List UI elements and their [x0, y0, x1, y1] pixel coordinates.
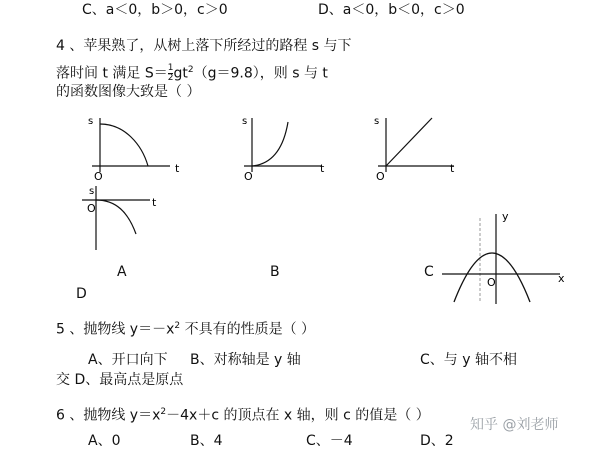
- q6-option-d: D、2: [420, 433, 454, 449]
- graph-c-svg: [368, 110, 478, 185]
- graph-parabola: [440, 210, 570, 308]
- q6-stem: [56, 404, 430, 424]
- graph-d-s-label: s: [89, 186, 95, 197]
- q6-option-a: A、0: [88, 433, 121, 449]
- q4-line2-prefix: 落时间 t 满足 S＝: [56, 65, 168, 82]
- q6-stem-suffix: －4x＋c 的顶点在 x 轴，则 c 的值是（ ）: [166, 407, 430, 424]
- q4-line1: 4 、苹果熟了，从树上落下所经过的路程 s 与下: [56, 38, 352, 54]
- graph-c: [368, 110, 478, 185]
- q5-stem: [56, 318, 315, 338]
- frac-den: 2: [167, 73, 174, 84]
- q5-line2: 交 D、最高点是原点: [56, 372, 184, 388]
- parabola-x-label: x: [558, 272, 565, 285]
- q6-option-b: B、4: [190, 433, 223, 449]
- option-b-label: B: [270, 264, 280, 280]
- q5-stem-sup: 2: [174, 321, 181, 331]
- graph-d-o-label: O: [87, 202, 96, 215]
- q5-option-a: A、开口向下: [88, 352, 168, 368]
- graph-d-t-label: t: [152, 196, 157, 209]
- option-c-prev: C、a＜0，b＞0，c＞0: [82, 2, 228, 18]
- q4-line3: 的函数图像大致是（ ）: [56, 84, 201, 100]
- q4-sup: 2: [187, 65, 194, 75]
- graph-a: [80, 110, 190, 185]
- graph-a-svg: [80, 110, 190, 185]
- parabola-y-label: y: [502, 210, 509, 223]
- q4-line2-mid: gt: [173, 65, 188, 82]
- q4-line2-suffix: （g＝9.8），则 s 与 t: [193, 65, 328, 82]
- q6-stem-sup: 2: [160, 407, 167, 417]
- graph-c-o-label: O: [376, 170, 385, 183]
- q5-stem-prefix: 5 、抛物线 y＝－x: [56, 321, 175, 338]
- graph-b-s-label: s: [242, 116, 248, 127]
- option-d-prev: D、a＜0，b＜0，c＞0: [318, 2, 465, 18]
- graph-c-s-label: s: [374, 116, 380, 127]
- q5-option-b: B、对称轴是 y 轴: [190, 352, 301, 368]
- graph-b-svg: [232, 110, 342, 185]
- watermark: 知乎 @刘老师: [470, 417, 559, 433]
- option-c-label: C: [424, 264, 434, 280]
- q5-stem-suffix: 不具有的性质是（ ）: [180, 321, 316, 338]
- q5-option-c: C、与 y 轴不相: [420, 352, 517, 368]
- graph-b: [232, 110, 342, 185]
- graph-c-t-label: t: [450, 162, 455, 175]
- graph-parabola-svg: [440, 210, 570, 308]
- option-a-label: A: [117, 264, 127, 280]
- parabola-o-label: O: [487, 276, 496, 289]
- graph-d-svg: [78, 182, 178, 252]
- graph-d: [78, 182, 178, 252]
- graph-b-o-label: O: [244, 170, 253, 183]
- option-d-label: D: [76, 286, 87, 302]
- graph-a-o-label: O: [94, 170, 103, 183]
- graph-b-t-label: t: [320, 162, 325, 175]
- q6-stem-prefix: 6 、抛物线 y＝x: [56, 407, 161, 424]
- frac-num: 1: [167, 63, 174, 74]
- graph-a-s-label: s: [88, 116, 94, 127]
- q4-line2: [56, 62, 328, 83]
- q6-option-c: C、－4: [306, 433, 353, 449]
- graph-a-t-label: t: [175, 162, 180, 175]
